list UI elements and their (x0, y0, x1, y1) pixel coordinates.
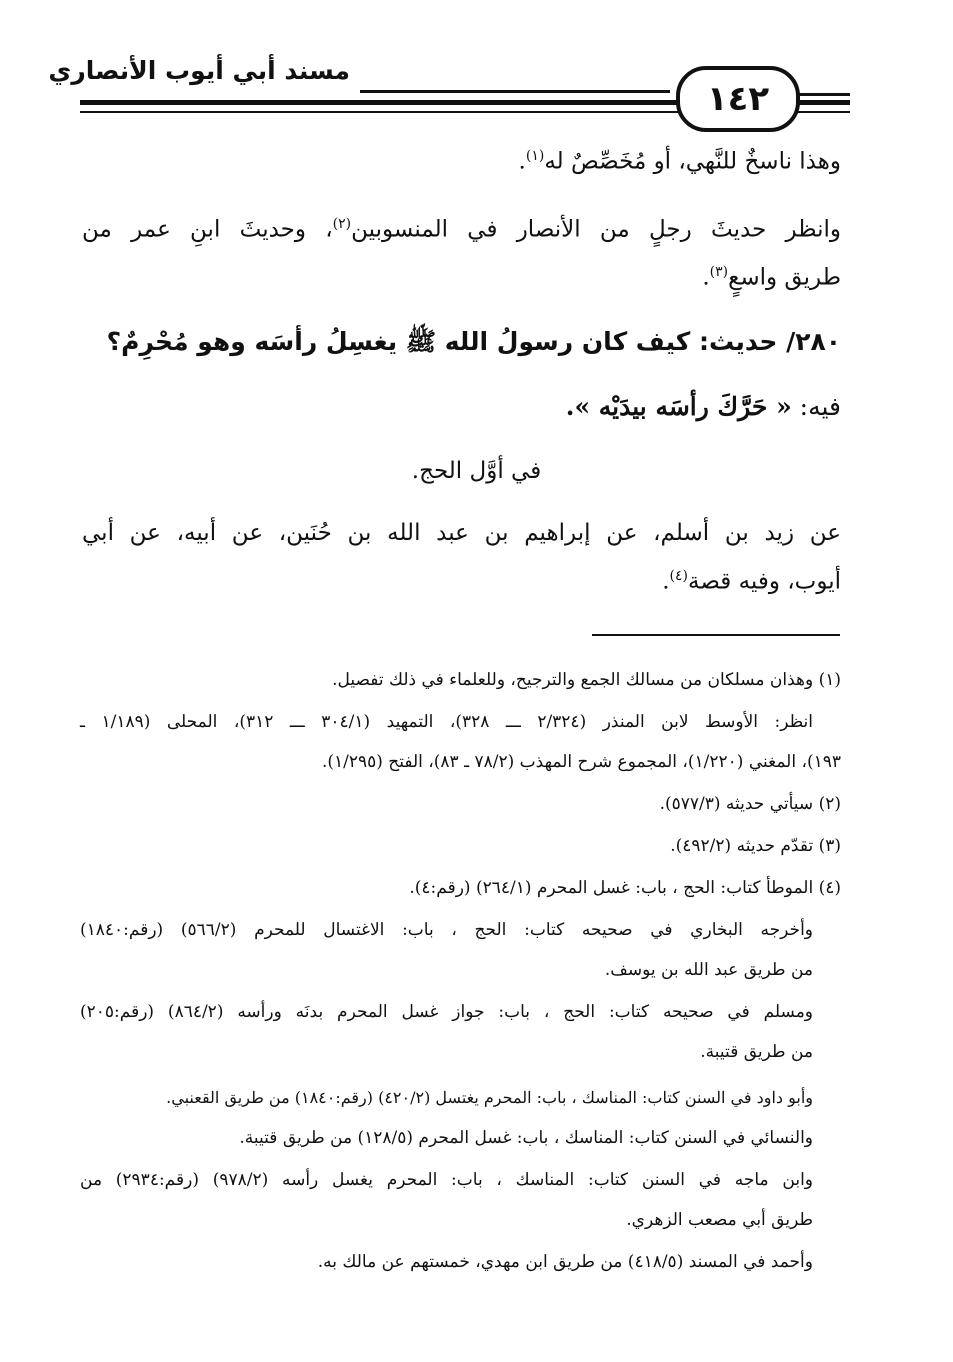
footnote-ref-1: (١) (525, 148, 545, 164)
footnote-4-line1: (٤) الموطأ كتاب: الحج ، باب: غسل المحرم (٢٦٤/١) (رقم:٤). (409, 878, 841, 898)
paragraph-see-also-line1 (82, 216, 841, 243)
paragraph-see-also-line2 (702, 264, 841, 291)
fihi-quote: « حَرَّكَ رأسَه بيدَيْه ». (565, 392, 792, 421)
footnote-4-line6: وأبو داود في السنن كتاب: المناسك ، باب: المحرم يغتسل (٤٢٠/٢) (رقم:١٨٤٠) من طريق القعنبي. (166, 1088, 813, 1107)
footnote-4-line7: والنسائي في السنن كتاب: المناسك ، باب: غسل المحرم (١٢٨/٥) من طريق قتيبة. (239, 1128, 813, 1148)
hadith-number: ٢٨٠/ (786, 327, 841, 356)
running-header-title: مسند أبي أيوب الأنصاري (48, 56, 350, 85)
footnote-4-line8: وابن ماجه في السنن كتاب: المناسك ، باب: المحرم يغسل رأسه (٩٧٨/٢) (رقم:٢٩٣٤) من (80, 1170, 814, 1190)
footnote-separator (592, 634, 840, 636)
paragraph-end: . (702, 264, 710, 291)
footnote-ref-3: (٣) (709, 264, 729, 280)
isnad-line1: عن زيد بن أسلم، عن إبراهيم بن عبد الله بن حُنَين، عن أبيه، عن أبي (82, 520, 841, 546)
page-number-badge (676, 66, 800, 132)
footnote-4-line2: وأخرجه البخاري في صحيحه كتاب: الحج ، باب: الاغتسال للمحرم (٥٦٦/٢) (رقم:١٨٤٠) (80, 920, 813, 940)
footnote-2: (٢) سيأتي حديثه (٥٧٧/٣). (659, 794, 841, 814)
page-number: ١٤٢ (706, 79, 770, 119)
paragraph-text: أيوب، وفيه قصة (687, 568, 841, 595)
footnote-4-line10: وأحمد في المسند (٤١٨/٥) من طريق ابن مهدي، خمستهم عن مالك به. (317, 1252, 813, 1272)
footnote-4-line5: من طريق قتيبة. (700, 1042, 813, 1062)
paragraph-abrogation (519, 148, 841, 175)
paragraph-end: . (518, 148, 526, 175)
footnote-3: (٣) تقدّم حديثه (٤٩٢/٢). (670, 836, 841, 856)
footnote-ref-2: (٢) (332, 216, 352, 232)
hadith-question: كيف كان رسولُ الله ﷺ يغسِلُ رأسَه وهو مُحْرِمٌ؟ (106, 327, 691, 356)
footnote-1-line3: ١٩٣)، المغني (١/٢٢٠)، المجموع شرح المهذب (٧٨/٢ ـ ٨٣)، الفتح (١/٢٩٥). (321, 752, 841, 772)
footnote-4-line9: طريق أبي مصعب الزهري. (626, 1210, 813, 1230)
isnad-line2 (662, 568, 841, 595)
hadith-heading (107, 326, 841, 363)
paragraph-text: ، وحديثَ ابنِ عمر من (82, 216, 333, 243)
paragraph-text: طريق واسعٍ (728, 264, 841, 291)
paragraph-text: وانظر حديثَ رجلٍ من الأنصار في المنسوبين (351, 216, 841, 243)
fihi-label: فيه: (799, 392, 841, 421)
hadith-keyword: حديث: (699, 327, 778, 356)
footnote-4-line3: من طريق عبد الله بن يوسف. (604, 960, 813, 980)
header-rule-short (360, 90, 670, 93)
footnote-1-line2: انظر: الأوسط لابن المنذر (٢/٣٢٤ ـــ ٣٢٨)، التمهيد (٣٠٤/١ ـــ ٣١٢)، المحلى (١/١٨٩ ـ (80, 712, 814, 732)
footnote-4-line4: ومسلم في صحيحه كتاب: الحج ، باب: جواز غسل المحرم بدنَه ورأسه (٨٦٤/٢) (رقم:٢٠٥) (80, 1002, 814, 1022)
fihi-line (566, 392, 841, 421)
footnote-ref-4: (٤) (669, 568, 688, 584)
paragraph-text: وهذا ناسخٌ للنَّهي، أو مُخَصِّصٌ له (544, 148, 841, 175)
paragraph-end: . (662, 568, 670, 595)
footnote-1-line1: (١) وهذان مسلكان من مسالك الجمع والترجيح، وللعلماء في ذلك تفصيل. (332, 670, 841, 690)
location-line: في أوَّل الحج. (411, 458, 542, 484)
